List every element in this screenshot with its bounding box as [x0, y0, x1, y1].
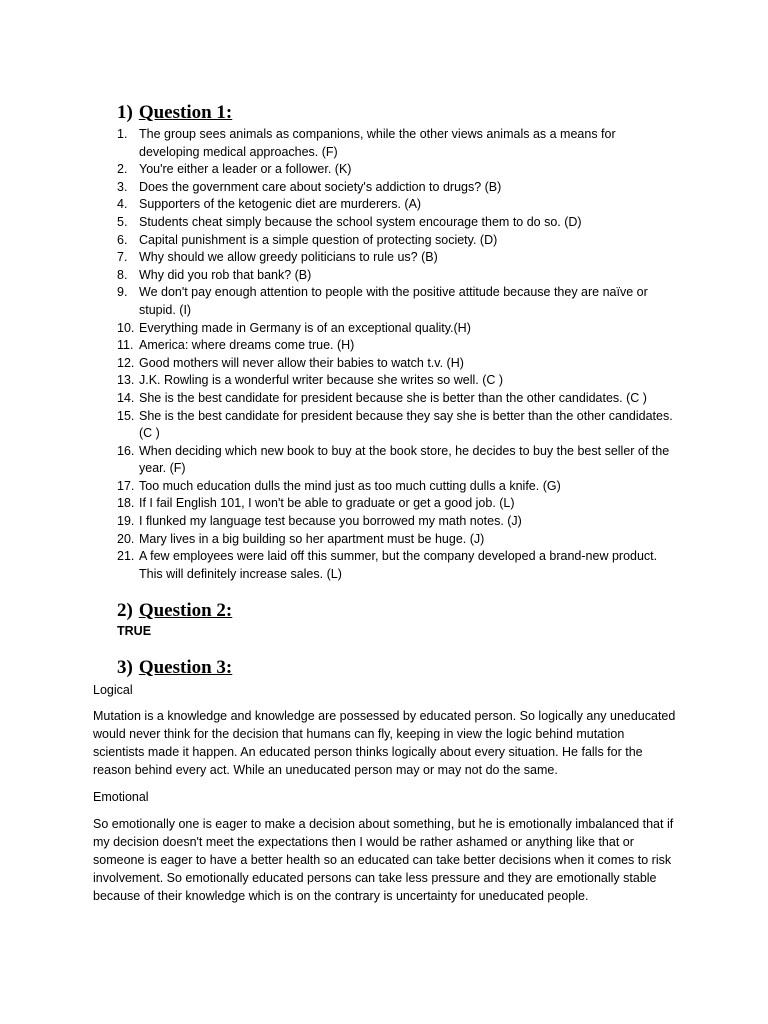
question-2-answer: TRUE — [117, 624, 152, 638]
question-item — [117, 443, 677, 478]
question-item-number: 5. — [117, 214, 128, 229]
question-item-number: 4. — [117, 197, 128, 212]
question-item-number: 18. — [117, 496, 135, 511]
question-item-number: 11. — [117, 338, 134, 353]
logical-paragraph: Mutation is a knowledge and knowledge are possessed by educated person. So logically any uneducated would never think for the decision that humans can fly, keeping in view the logic behind mutation scientists made it happen. An educated person thinks logically about every situation. He falls for the reason behind every act. While an uneducated person may or may not do the same. — [93, 709, 676, 777]
question-1-heading — [117, 102, 232, 124]
question-item-number: 16. — [117, 443, 135, 458]
question-item — [117, 161, 677, 179]
question-item-text: She is the best candidate for president because they say she is better than the other candidates. (C ) — [139, 408, 673, 441]
question-item-text: Too much education dulls the mind just as too much cutting dulls a knife. (G) — [139, 478, 561, 493]
question-item-text: You're either a leader or a follower. (K) — [139, 162, 352, 177]
question-3-number: 3) — [117, 657, 133, 678]
question-item-number: 14. — [117, 390, 135, 405]
question-item-number: 21. — [117, 549, 135, 564]
question-item-text: Capital punishment is a simple question of protecting society. (D) — [139, 232, 498, 247]
question-item-number: 10. — [117, 320, 135, 335]
question-item-text: The group sees animals as companions, while the other views animals as a means for developing medical approaches. (F) — [139, 127, 616, 159]
question-item-number: 9. — [117, 285, 128, 300]
question-item-text: Why did you rob that bank? (B) — [139, 267, 312, 282]
question-item-text: Everything made in Germany is of an exceptional quality.(H) — [139, 320, 471, 335]
question-item-text: Why should we allow greedy politicians to rule us? (B) — [139, 250, 438, 265]
question-item — [117, 355, 677, 373]
question-1-number: 1) — [117, 102, 133, 123]
question-1-title: Question 1: — [138, 102, 233, 123]
question-item-text: She is the best candidate for president because she is better than the other candidates. (C ) — [139, 390, 647, 405]
question-item-text: Mary lives in a big building so her apartment must be huge. (J) — [139, 531, 485, 546]
question-item — [117, 214, 677, 232]
question-item-number: 2. — [117, 162, 128, 177]
question-item — [117, 372, 677, 390]
question-item-text: Supporters of the ketogenic diet are murderers. (A) — [139, 197, 422, 212]
question-2-title: Question 2: — [138, 600, 233, 621]
question-1-list — [117, 126, 677, 583]
question-item-number: 20. — [117, 531, 135, 546]
question-item-number: 7. — [117, 250, 128, 265]
logical-subheading: Logical — [93, 683, 133, 697]
question-item — [117, 126, 677, 161]
question-item-text: If I fail English 101, I won't be able to graduate or get a good job. (L) — [139, 496, 515, 511]
question-item-number: 13. — [117, 373, 135, 388]
question-item — [117, 531, 677, 549]
question-item-number: 6. — [117, 232, 128, 247]
question-2-heading — [117, 600, 232, 622]
question-item — [117, 284, 677, 319]
question-item-number: 12. — [117, 355, 135, 370]
question-item — [117, 232, 677, 250]
question-item-text: We don't pay enough attention to people with the positive attitude because they are naïve or stupid. (I) — [139, 285, 648, 317]
question-item — [117, 390, 677, 408]
question-item-text: I flunked my language test because you borrowed my math notes. (J) — [139, 514, 522, 529]
question-item-text: J.K. Rowling is a wonderful writer because she writes so well. (C ) — [139, 373, 504, 388]
question-item-number: 8. — [117, 267, 128, 282]
question-item — [117, 196, 677, 214]
question-item-number: 19. — [117, 514, 135, 529]
question-item-number: 15. — [117, 408, 135, 423]
question-item — [117, 408, 677, 443]
emotional-paragraph: So emotionally one is eager to make a decision about something, but he is emotionally imbalanced that if my decision doesn't meet the expectations then I would be rather ashamed or anything like that or someone is eager to have a better health so an educated can take better decisions when it comes to risk involvement. So emotionally educated persons can take less pressure and they are emotionally stable because of their knowledge which is on the contrary is uncertainty for uneducated people. — [93, 817, 674, 903]
question-item-text: America: where dreams come true. (H) — [139, 338, 355, 353]
question-item — [117, 495, 677, 513]
question-item-number: 3. — [117, 179, 128, 194]
emotional-subheading: Emotional — [93, 790, 149, 804]
question-3-title: Question 3: — [138, 657, 233, 678]
question-item — [117, 478, 677, 496]
question-item — [117, 249, 677, 267]
question-item-text: A few employees were laid off this summer, but the company developed a brand-new product. This will definitely increase sales. (L) — [139, 549, 658, 581]
question-item-text: Does the government care about society's addiction to drugs? (B) — [139, 179, 502, 194]
question-item — [117, 320, 677, 338]
question-3-heading — [117, 657, 232, 679]
question-2-number: 2) — [117, 600, 133, 621]
question-item — [117, 548, 677, 583]
question-item-number: 1. — [117, 127, 128, 141]
question-item-text: Students cheat simply because the school system encourage them to do so. (D) — [139, 214, 582, 229]
question-item — [117, 267, 677, 285]
question-item-number: 17. — [117, 478, 135, 493]
question-item-text: When deciding which new book to buy at the book store, he decides to buy the best seller of the year. (F) — [139, 443, 670, 476]
question-item-text: Good mothers will never allow their babies to watch t.v. (H) — [139, 355, 464, 370]
question-item — [117, 337, 677, 355]
question-item — [117, 179, 677, 197]
question-item — [117, 513, 677, 531]
